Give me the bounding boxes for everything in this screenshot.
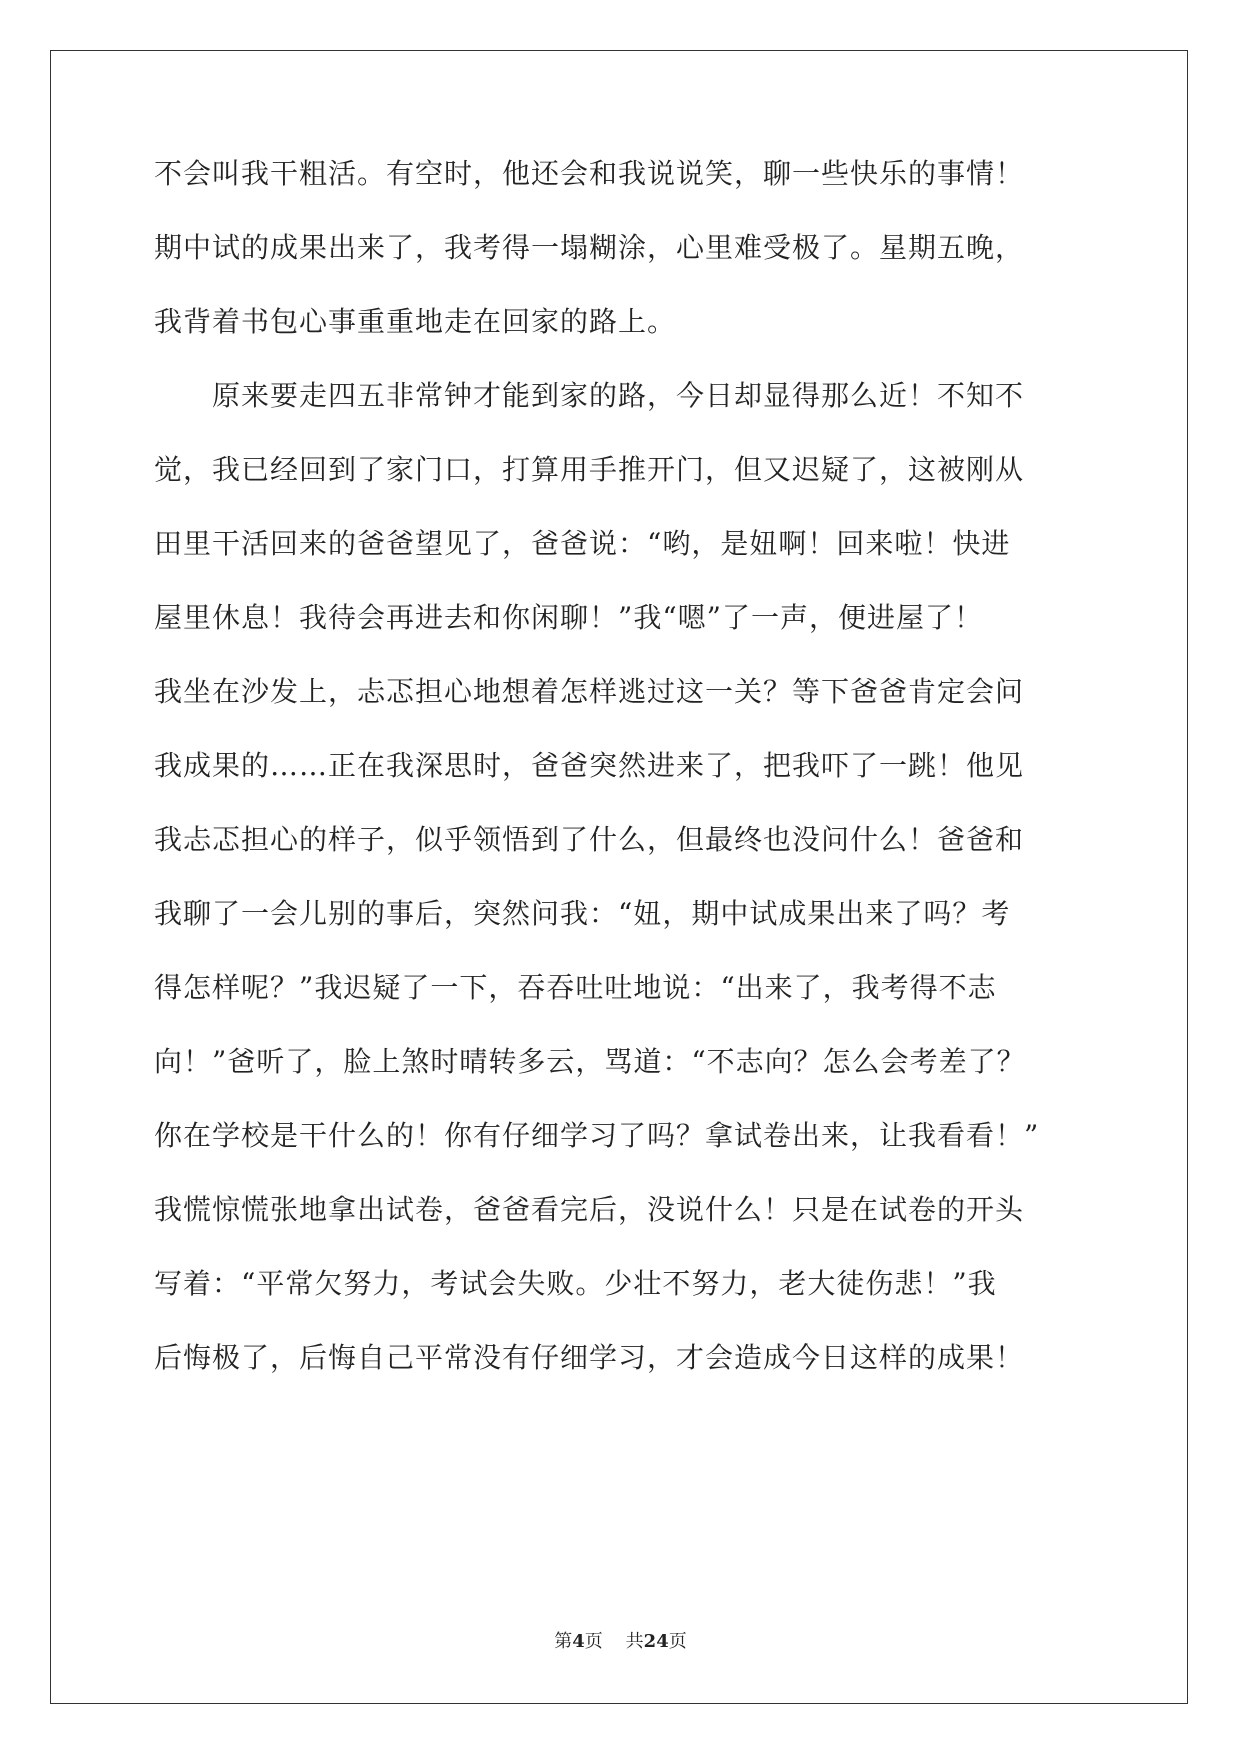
text-line: 不会叫我干粗活。有空时，他还会和我说说笑，聊一些快乐的事情！ (154, 157, 1025, 190)
text-line: 我聊了一会儿别的事后，突然问我：“妞，期中试成果出来了吗？考 (154, 897, 1011, 930)
text-line: 我成果的……正在我深思时，爸爸突然进来了，把我吓了一跳！他见 (154, 749, 1025, 782)
page-suffix: 页 (584, 1631, 603, 1652)
text-line: 期中试的成果出来了，我考得一塌糊涂，心里难受极了。星期五晚， (154, 231, 1025, 264)
total-suffix: 页 (668, 1631, 687, 1652)
page-footer (0, 1630, 1241, 1654)
text-line: 我背着书包心事重重地走在回家的路上。 (154, 305, 677, 338)
text-line: 写着：“平常欠努力，考试会失败。少壮不努力，老大徒伤悲！”我 (154, 1267, 997, 1300)
page-prefix: 第 (554, 1631, 573, 1652)
total-pages: 24 (643, 1631, 669, 1652)
text-line: 觉，我已经回到了家门口，打算用手推开门，但又迟疑了，这被刚从 (154, 453, 1025, 486)
text-line: 你在学校是干什么的！你有仔细学习了吗？拿试卷出来，让我看看！” (154, 1119, 1040, 1152)
text-line: 得怎样呢？”我迟疑了一下，吞吞吐吐地说：“出来了，我考得不志 (154, 971, 997, 1004)
page-number: 4 (572, 1631, 585, 1652)
total-prefix: 共 (625, 1631, 644, 1652)
text-line: 我慌惊慌张地拿出试卷，爸爸看完后，没说什么！只是在试卷的开头 (154, 1193, 1025, 1226)
text-line: 后悔极了，后悔自己平常没有仔细学习，才会造成今日这样的成果！ (154, 1341, 1025, 1374)
text-line: 田里干活回来的爸爸望见了，爸爸说：“哟，是妞啊！回来啦！快进 (154, 527, 1011, 560)
paragraph-first-line: 原来要走四五非常钟才能到家的路，今日却显得那么近！不知不 (212, 379, 1025, 412)
text-line: 我忐忑担心的样子，似乎领悟到了什么，但最终也没问什么！爸爸和 (154, 823, 1025, 856)
page-border (50, 50, 1188, 1704)
text-line: 屋里休息！我待会再进去和你闲聊！”我“嗯”了一声，便进屋了！ (154, 601, 983, 634)
text-line: 向！”爸听了，脸上煞时晴转多云，骂道：“不志向？怎么会考差了？ (154, 1045, 1026, 1078)
text-line: 我坐在沙发上，忐忑担心地想着怎样逃过这一关？等下爸爸肯定会问 (154, 675, 1025, 708)
